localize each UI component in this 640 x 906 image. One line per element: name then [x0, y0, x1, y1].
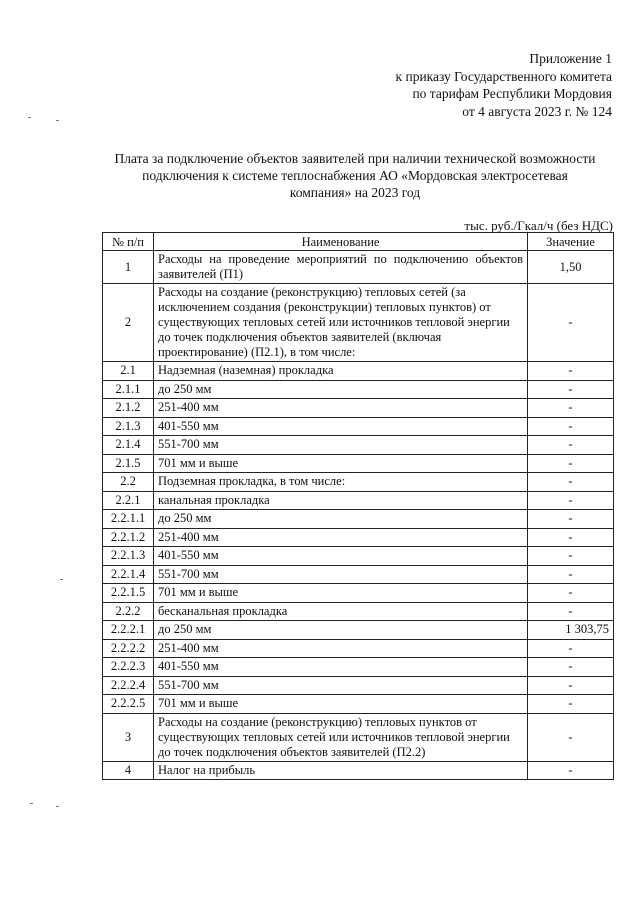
table-row	[103, 491, 614, 510]
table-row	[103, 473, 614, 492]
row-number: 2.2.2.1	[103, 621, 154, 640]
row-value: -	[528, 639, 614, 658]
row-number: 2.1.3	[103, 417, 154, 436]
row-value: -	[528, 399, 614, 418]
row-name: 251-400 мм	[154, 528, 528, 547]
row-number: 2.2.2	[103, 602, 154, 621]
order-date: от 4 августа 2023 г. № 124	[462, 103, 612, 119]
committee-name: по тарифам Республики Мордовия	[412, 86, 612, 101]
header-value: Значение	[528, 233, 614, 251]
row-number: 2.2.1.4	[103, 565, 154, 584]
header-name: Наименование	[154, 233, 528, 251]
row-name: 551-700 мм	[154, 676, 528, 695]
table-row	[103, 399, 614, 418]
row-number: 2.1.1	[103, 380, 154, 399]
title-line-1: Плата за подключение объектов заявителей при наличии технической возможности	[114, 151, 596, 166]
tariff-table	[102, 232, 614, 780]
row-value: -	[528, 565, 614, 584]
scan-speck	[56, 806, 59, 807]
row-name: 701 мм и выше	[154, 584, 528, 603]
table-row	[103, 417, 614, 436]
row-value: -	[528, 362, 614, 381]
table-row	[103, 621, 614, 640]
row-value: 1 303,75	[528, 621, 614, 640]
row-number: 2.2.2.3	[103, 658, 154, 677]
row-number: 2.1.2	[103, 399, 154, 418]
table-row	[103, 380, 614, 399]
row-name: 251-400 мм	[154, 399, 528, 418]
row-number: 2.2.2.4	[103, 676, 154, 695]
table-row	[103, 695, 614, 714]
row-number: 4	[103, 761, 154, 780]
row-value: -	[528, 454, 614, 473]
row-value: -	[528, 695, 614, 714]
row-name: бесканальная прокладка	[154, 602, 528, 621]
row-name: 401-550 мм	[154, 547, 528, 566]
appendix-header	[396, 50, 612, 120]
row-number: 3	[103, 713, 154, 761]
table-row	[103, 761, 614, 780]
row-value: -	[528, 380, 614, 399]
row-number: 2.1.5	[103, 454, 154, 473]
row-name: 551-700 мм	[154, 565, 528, 584]
row-value: -	[528, 284, 614, 362]
row-value: -	[528, 761, 614, 780]
scan-speck	[28, 117, 31, 118]
row-number: 1	[103, 251, 154, 284]
table-row	[103, 639, 614, 658]
scan-speck	[56, 120, 59, 121]
row-number: 2.2.1.2	[103, 528, 154, 547]
row-value: -	[528, 510, 614, 529]
row-value: -	[528, 436, 614, 455]
row-number: 2.2.1.5	[103, 584, 154, 603]
row-name: 701 мм и выше	[154, 454, 528, 473]
scan-speck	[60, 579, 63, 580]
row-name: 251-400 мм	[154, 639, 528, 658]
row-value: -	[528, 584, 614, 603]
title-line-3: компания» на 2023 год	[289, 185, 421, 200]
row-value: -	[528, 528, 614, 547]
row-number: 2.2.1.3	[103, 547, 154, 566]
row-name: до 250 мм	[154, 510, 528, 529]
header-number: № п/п	[103, 233, 154, 251]
table-row	[103, 436, 614, 455]
row-name: 401-550 мм	[154, 417, 528, 436]
scan-speck	[30, 803, 33, 804]
table-row	[103, 454, 614, 473]
row-name: канальная прокладка	[154, 491, 528, 510]
table-row	[103, 528, 614, 547]
row-value: -	[528, 473, 614, 492]
row-name: Подземная прокладка, в том числе:	[154, 473, 528, 492]
row-name: Налог на прибыль	[154, 761, 528, 780]
appendix-number: Приложение 1	[529, 51, 612, 66]
row-value: -	[528, 676, 614, 695]
units-label: тыс. руб./Гкал/ч (без НДС)	[464, 218, 613, 233]
table-row	[103, 602, 614, 621]
title-line-2: подключения к системе теплоснабжения АО «Мордовская электросетевая	[142, 168, 568, 183]
row-number: 2.2.2.2	[103, 639, 154, 658]
row-value: -	[528, 713, 614, 761]
row-name: Расходы на проведение мероприятий по подключению объектов заявителей (П1)	[154, 251, 528, 284]
row-value: -	[528, 547, 614, 566]
table-row	[103, 251, 614, 284]
row-number: 2	[103, 284, 154, 362]
row-name: Расходы на создание (реконструкцию) тепловых пунктов от существующих тепловых сетей или источников тепловой энергии до точек подключения объектов заявителей (П2.2)	[154, 713, 528, 761]
row-value: -	[528, 417, 614, 436]
row-value: -	[528, 658, 614, 677]
row-value: 1,50	[528, 251, 614, 284]
row-name: 701 мм и выше	[154, 695, 528, 714]
row-number: 2.2	[103, 473, 154, 492]
table-row	[103, 565, 614, 584]
row-name: 551-700 мм	[154, 436, 528, 455]
row-number: 2.2.1	[103, 491, 154, 510]
row-name: 401-550 мм	[154, 658, 528, 677]
table-header-row	[103, 233, 614, 251]
table-row	[103, 510, 614, 529]
row-name: до 250 мм	[154, 621, 528, 640]
table-row	[103, 362, 614, 381]
table-row	[103, 713, 614, 761]
order-reference: к приказу Государственного комитета	[395, 68, 612, 84]
row-number: 2.1.4	[103, 436, 154, 455]
table-row	[103, 547, 614, 566]
table-row	[103, 658, 614, 677]
table-row	[103, 676, 614, 695]
row-name: Расходы на создание (реконструкцию) тепловых сетей (за исключением создания (реконструкции) тепловых пунктов) от существующих тепловых сетей или источников тепловой энергии до точек подключения объектов заявителей (включая проектирование) (П2.1), в том числе:	[154, 284, 528, 362]
table-row	[103, 584, 614, 603]
row-value: -	[528, 602, 614, 621]
row-number: 2.2.1.1	[103, 510, 154, 529]
row-number: 2.2.2.5	[103, 695, 154, 714]
row-name: до 250 мм	[154, 380, 528, 399]
row-value: -	[528, 491, 614, 510]
table-row	[103, 284, 614, 362]
row-name: Надземная (наземная) прокладка	[154, 362, 528, 381]
document-title	[80, 150, 630, 201]
row-number: 2.1	[103, 362, 154, 381]
